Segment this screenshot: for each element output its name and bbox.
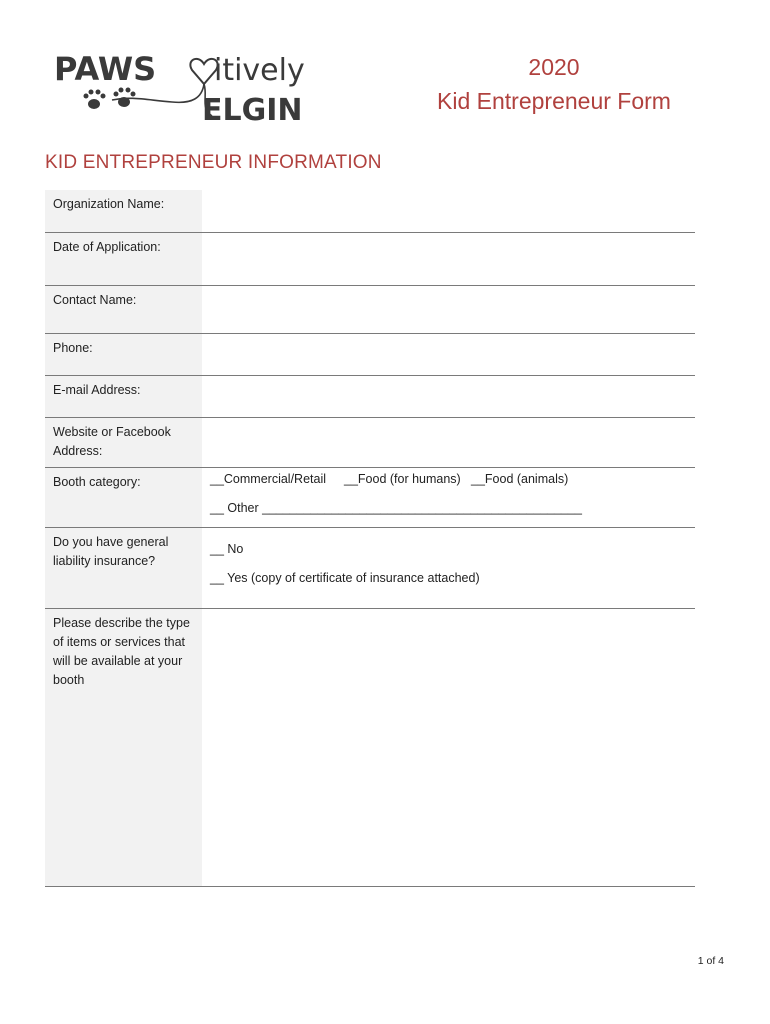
describe-label (45, 609, 202, 886)
form-year: 2020 (528, 54, 580, 80)
date-of-application-field[interactable] (202, 233, 695, 285)
organization-name-field[interactable] (202, 190, 695, 232)
section-heading: KID ENTREPRENEUR INFORMATION (45, 152, 382, 173)
organization-name-label: Organization Name: (45, 190, 202, 232)
booth-option-other[interactable]: __ Other ______________________________________________ (210, 501, 582, 515)
email-label: E-mail Address: (45, 376, 202, 417)
phone-field[interactable] (202, 334, 695, 375)
form-row-describe (45, 609, 695, 887)
logo (52, 46, 342, 126)
form-row-insurance (45, 528, 695, 609)
form-title: Kid Entrepreneur Form (437, 88, 671, 114)
booth-category-options (202, 468, 695, 527)
website-label (45, 418, 202, 467)
entrepreneur-form (45, 190, 695, 887)
insurance-options (202, 528, 695, 608)
form-row-organization (45, 190, 695, 233)
booth-options-line2 (210, 499, 695, 528)
page-number: 1 of 4 (697, 955, 724, 967)
describe-label-line1: Please describe the type (53, 616, 190, 630)
booth-option-commercial[interactable]: __Commercial/Retail (210, 472, 327, 486)
contact-name-field[interactable] (202, 286, 695, 333)
logo-text-elgin: ELGIN (202, 93, 303, 126)
describe-label-line3: will be available at your (53, 654, 183, 668)
website-label-line2: Address: (53, 444, 103, 458)
insurance-label-line2: liability insurance? (53, 554, 156, 568)
form-row-email (45, 376, 695, 418)
booth-category-label: Booth category: (45, 468, 202, 527)
insurance-label-line1: Do you have general (53, 535, 169, 549)
describe-label-line2: of items or services that (53, 635, 185, 649)
describe-label-line4: booth (53, 673, 85, 687)
form-row-contact (45, 286, 695, 334)
insurance-options-line2 (210, 569, 695, 598)
describe-field[interactable] (202, 609, 695, 886)
insurance-option-no[interactable]: __ No (210, 542, 244, 556)
form-row-booth-category (45, 468, 695, 528)
contact-name-label: Contact Name: (45, 286, 202, 333)
logo-text-itively: itively (214, 53, 305, 88)
insurance-options-line1 (210, 540, 695, 569)
form-header (404, 50, 704, 118)
form-row-date (45, 233, 695, 286)
insurance-option-yes[interactable]: __ Yes (copy of certificate of insurance attached) (210, 571, 480, 585)
logo-graphic (52, 46, 342, 126)
booth-option-food-animals[interactable]: __Food (animals) (471, 472, 569, 486)
booth-option-food-humans[interactable]: __Food (for humans) (344, 472, 461, 486)
paw-print-icon (84, 88, 136, 110)
form-row-website (45, 418, 695, 468)
booth-options-line1 (210, 470, 695, 499)
email-field[interactable] (202, 376, 695, 417)
insurance-label (45, 528, 202, 608)
logo-text-paws: PAWS (54, 50, 157, 88)
form-row-phone (45, 334, 695, 376)
website-field[interactable] (202, 418, 695, 467)
website-label-line1: Website or Facebook (53, 425, 171, 439)
phone-label: Phone: (45, 334, 202, 375)
date-of-application-label: Date of Application: (45, 233, 202, 285)
